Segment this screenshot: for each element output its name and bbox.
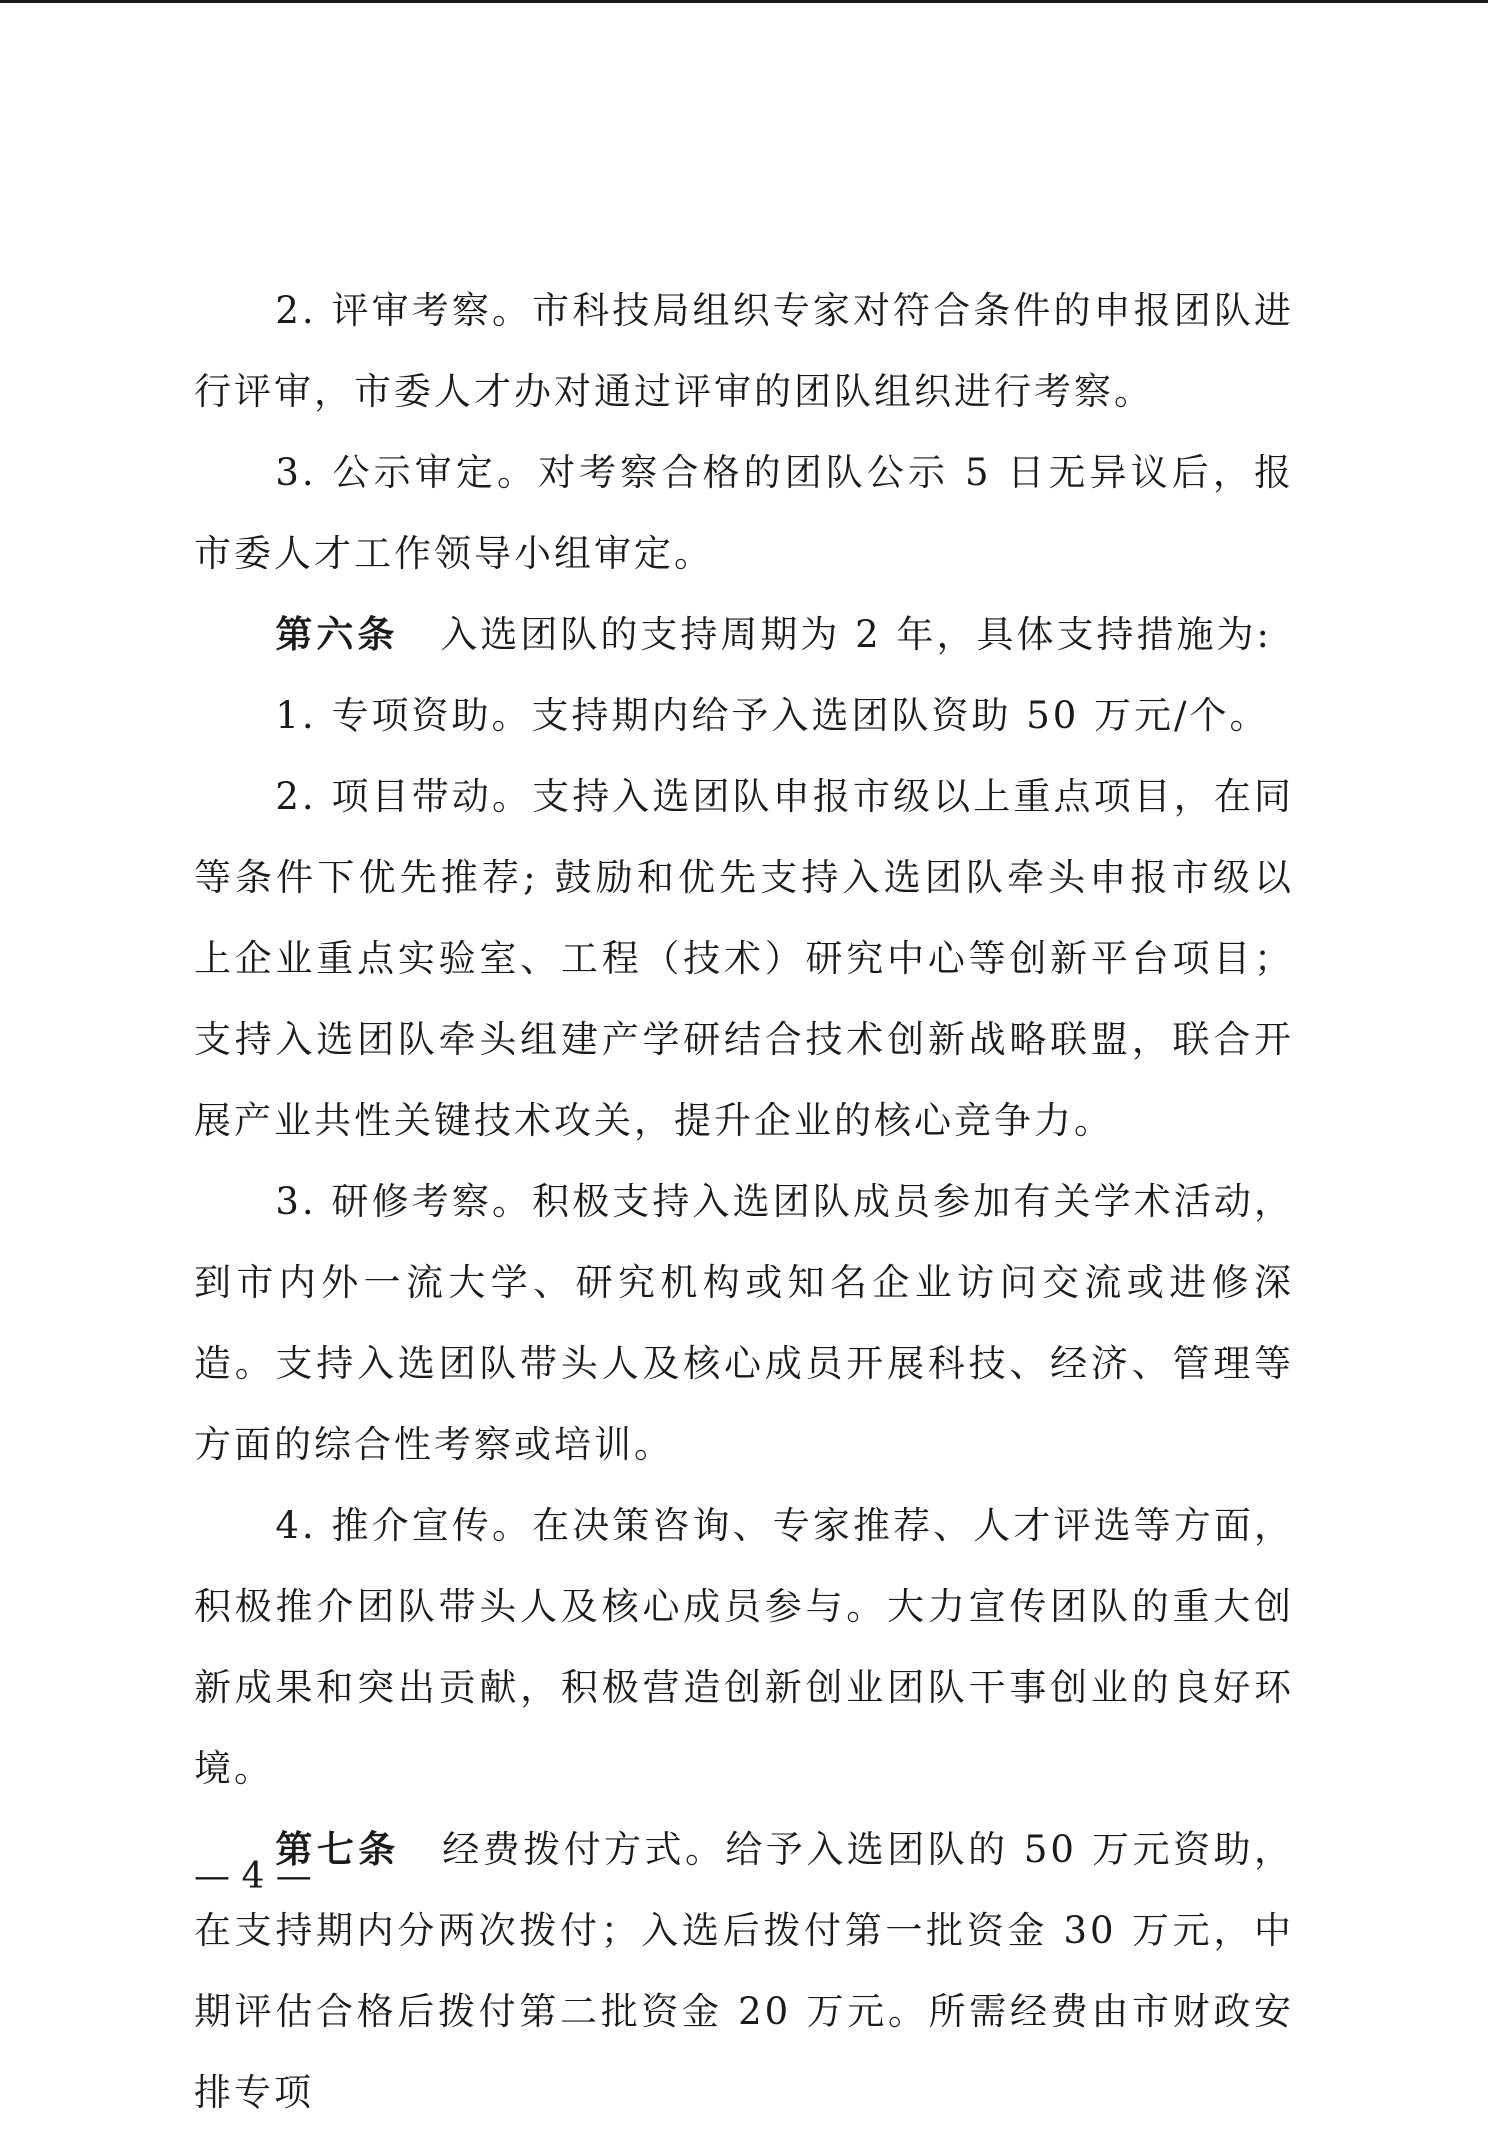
paragraph-text: 2. 项目带动。支持入选团队申报市级以上重点项目，在同等条件下优先推荐; 鼓励和优先支持入选团队牵头申报市级以上企业重点实验室、工程（技术）研究中心等创新平台项目；支持入选团队牵头组建产学研结合技术创新战略联盟，联合开展产业共性关键技术攻关，提升企业的核心竞争力。 <box>194 775 1294 1142</box>
paragraph-text: 2. 评审考察。市科技局组织专家对符合条件的申报团队进行评审，市委人才办对通过评审的团队组织进行考察。 <box>194 289 1294 413</box>
article-seven <box>194 1809 1294 2133</box>
paragraph-projects <box>194 756 1294 1161</box>
paragraph-promotion <box>194 1485 1294 1809</box>
page-number: — 4 — <box>194 1856 312 1897</box>
paragraph-text: 1. 专项资助。支持期内给予入选团队资助 50 万元/个。 <box>275 694 1270 737</box>
article-heading: 第六条 <box>275 613 399 656</box>
document-body <box>194 270 1294 2133</box>
paragraph-study-tour <box>194 1161 1294 1485</box>
paragraph-funding <box>194 675 1294 756</box>
paragraph-text: 3. 公示审定。对考察合格的团队公示 5 日无异议后，报市委人才工作领导小组审定。 <box>194 451 1294 575</box>
paragraph-publicity <box>194 432 1294 594</box>
paragraph-text: 入选团队的支持周期为 2 年，具体支持措施为: <box>440 613 1272 656</box>
article-heading: 第七条 <box>275 1828 400 1871</box>
article-six <box>194 594 1294 675</box>
paragraph-text: 3. 研修考察。积极支持入选团队成员参加有关学术活动，到市内外一流大学、研究机构或知名企业访问交流或进修深造。支持入选团队带头人及核心成员开展科技、经济、管理等方面的综合性考察或培训。 <box>194 1180 1294 1466</box>
paragraph-review <box>194 270 1294 432</box>
top-border-line <box>0 0 1488 3</box>
paragraph-text: 经费拨付方式。给予入选团队的 50 万元资助，在支持期内分两次拨付；入选后拨付第一批资金 30 万元，中期评估合格后拨付第二批资金 20 万元。所需经费由市财政安排专项 <box>194 1828 1294 2114</box>
paragraph-text: 4. 推介宣传。在决策咨询、专家推荐、人才评选等方面，积极推介团队带头人及核心成员参与。大力宣传团队的重大创新成果和突出贡献，积极营造创新创业团队干事创业的良好环境。 <box>194 1504 1294 1790</box>
